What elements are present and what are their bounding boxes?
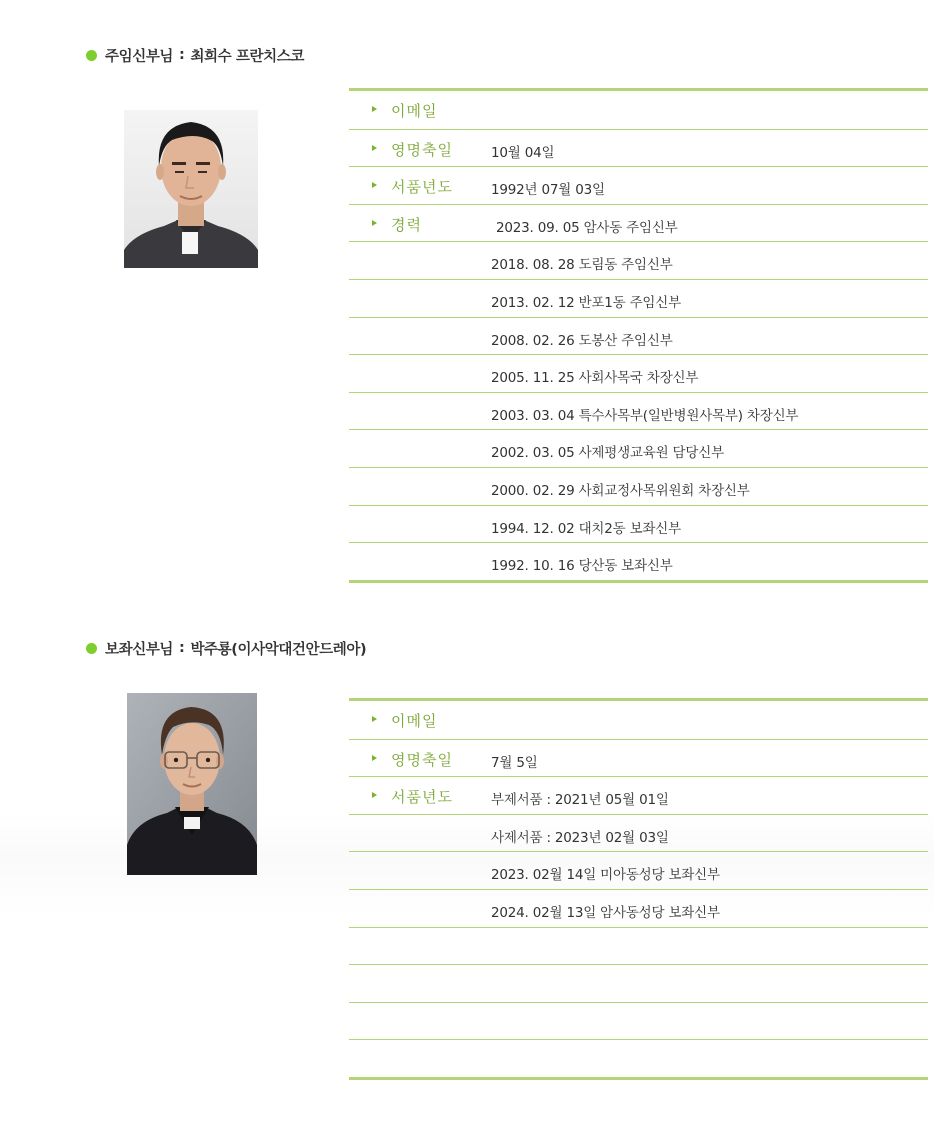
info-row [349, 91, 928, 129]
arrow-right-icon [372, 145, 377, 151]
ordination-value: 사제서품 : 2023년 02월 03일 [491, 829, 669, 846]
arrow-right-icon [372, 106, 377, 112]
info-row [349, 166, 928, 204]
pastor-name: 최희수 프란치스코 [190, 48, 304, 65]
pastor-heading [86, 44, 304, 66]
info-row [349, 889, 928, 927]
info-row [349, 701, 928, 739]
assistant-title: 보좌신부님 [105, 641, 174, 658]
arrow-right-icon [372, 792, 377, 798]
career-entry: 2018. 08. 28 도림동 주임신부 [491, 257, 673, 274]
ordination-value: 부제서품 : 2021년 05월 01일 [491, 792, 669, 809]
arrow-right-icon [372, 182, 377, 188]
assistant-photo [127, 693, 257, 875]
info-row [349, 851, 928, 889]
arrow-right-icon [372, 716, 377, 722]
info-row [349, 392, 928, 430]
email-label: 이메일 [391, 712, 438, 730]
info-row [349, 129, 928, 167]
career-entry: 2002. 03. 05 사제평생교육원 담당신부 [491, 445, 724, 462]
info-row [349, 317, 928, 355]
career-entry: 2023. 09. 05 암사동 주임신부 [496, 219, 678, 236]
info-row [349, 467, 928, 505]
info-row [349, 1039, 928, 1077]
career-entry: 2013. 02. 12 반포1동 주임신부 [491, 294, 681, 311]
info-row [349, 241, 928, 279]
pastor-title-separator: : [179, 47, 185, 63]
ordination-label: 서품년도 [391, 788, 453, 807]
career-entry: 2005. 11. 25 사회사목국 차장신부 [491, 370, 699, 387]
feast-day-label: 영명축일 [391, 140, 453, 159]
assistant-heading [86, 637, 366, 659]
pastor-photo [124, 110, 258, 268]
ordination-label: 서품년도 [391, 178, 453, 197]
green-dot-icon [86, 643, 97, 654]
info-row [349, 776, 928, 814]
assistant-info-table [349, 698, 928, 1080]
info-row [349, 279, 928, 317]
info-row [349, 505, 928, 543]
career-entry: 2024. 02월 13일 암사동성당 보좌신부 [491, 904, 720, 921]
info-row [349, 927, 928, 965]
email-label: 이메일 [391, 102, 438, 120]
pastor-info-table [349, 88, 928, 583]
ordination-value: 1992년 07월 03일 [491, 182, 605, 199]
feast-day-label: 영명축일 [391, 750, 453, 769]
info-row [349, 542, 928, 580]
career-entry: 1994. 12. 02 대치2동 보좌신부 [491, 520, 681, 537]
career-entry: 2000. 02. 29 사회교정사목위원회 차장신부 [491, 482, 750, 499]
career-entry: 2008. 02. 26 도봉산 주임신부 [491, 332, 673, 349]
feast-day-value: 7월 5일 [491, 754, 538, 771]
assistant-title-separator: : [179, 640, 185, 656]
info-row [349, 964, 928, 1002]
info-row [349, 354, 928, 392]
assistant-name: 박주룡(이사악대건안드레아) [190, 641, 367, 658]
info-row [349, 429, 928, 467]
info-row [349, 204, 928, 242]
info-row [349, 739, 928, 777]
feast-day-value: 10월 04일 [491, 144, 555, 161]
career-entry: 1992. 10. 16 당산동 보좌신부 [491, 558, 673, 575]
career-label: 경력 [391, 215, 422, 234]
info-row [349, 814, 928, 852]
green-dot-icon [86, 50, 97, 61]
career-entry: 2023. 02월 14일 미아동성당 보좌신부 [491, 867, 720, 884]
pastor-title: 주임신부님 [105, 48, 174, 65]
arrow-right-icon [372, 755, 377, 761]
career-entry: 2003. 03. 04 특수사목부(일반병원사목부) 차장신부 [491, 407, 799, 424]
arrow-right-icon [372, 220, 377, 226]
info-row [349, 1002, 928, 1040]
